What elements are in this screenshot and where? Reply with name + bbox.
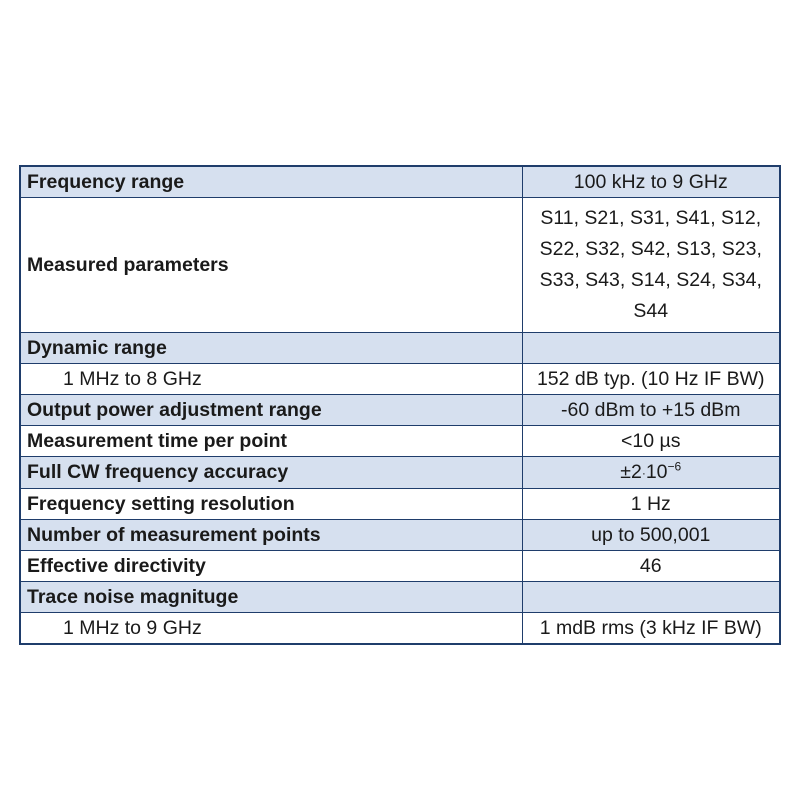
- table-row: [20, 612, 780, 644]
- row-value: [522, 333, 780, 364]
- table-row: [20, 457, 780, 489]
- row-value: 100 kHz to 9 GHz: [522, 166, 780, 198]
- row-label: Number of measurement points: [20, 519, 522, 550]
- row-sublabel: 1 MHz to 8 GHz: [20, 364, 522, 395]
- row-value: [522, 198, 780, 333]
- row-label: Frequency setting resolution: [20, 488, 522, 519]
- table-row: [20, 519, 780, 550]
- value-dot: ·: [641, 465, 646, 480]
- row-value: 1 Hz: [522, 488, 780, 519]
- value-line: S33, S43, S14, S24, S34,: [539, 269, 762, 291]
- table-row: [20, 364, 780, 395]
- table-row: [20, 198, 780, 333]
- specifications-table: [19, 165, 781, 645]
- table-row: [20, 581, 780, 612]
- row-label: Output power adjustment range: [20, 395, 522, 426]
- row-value: 1 mdB rms (3 kHz IF BW): [522, 612, 780, 644]
- value-ten: 10: [645, 461, 668, 483]
- row-value: [522, 457, 780, 489]
- value-line: S11, S21, S31, S41, S12,: [540, 207, 762, 229]
- table-row: [20, 488, 780, 519]
- row-value: <10 µs: [522, 426, 780, 457]
- value-line: S22, S32, S42, S13, S23,: [539, 238, 762, 260]
- row-value: 46: [522, 550, 780, 581]
- row-value: 152 dB typ. (10 Hz IF BW): [522, 364, 780, 395]
- row-label: Measured parameters: [20, 198, 522, 333]
- row-sublabel: 1 MHz to 9 GHz: [20, 612, 522, 644]
- row-value: up to 500,001: [522, 519, 780, 550]
- table-row: [20, 333, 780, 364]
- row-label: Effective directivity: [20, 550, 522, 581]
- row-value: [522, 581, 780, 612]
- value-line: S44: [633, 300, 669, 322]
- table-row: [20, 426, 780, 457]
- table-row: [20, 550, 780, 581]
- row-value: -60 dBm to +15 dBm: [522, 395, 780, 426]
- row-label: Frequency range: [20, 166, 522, 198]
- value-base: ±2: [620, 461, 642, 483]
- row-label: Measurement time per point: [20, 426, 522, 457]
- table-row: [20, 395, 780, 426]
- table-row: [20, 166, 780, 198]
- value-exponent: −6: [667, 459, 682, 474]
- row-label: Full CW frequency accuracy: [20, 457, 522, 489]
- row-label: Trace noise magnituge: [20, 581, 522, 612]
- row-label: Dynamic range: [20, 333, 522, 364]
